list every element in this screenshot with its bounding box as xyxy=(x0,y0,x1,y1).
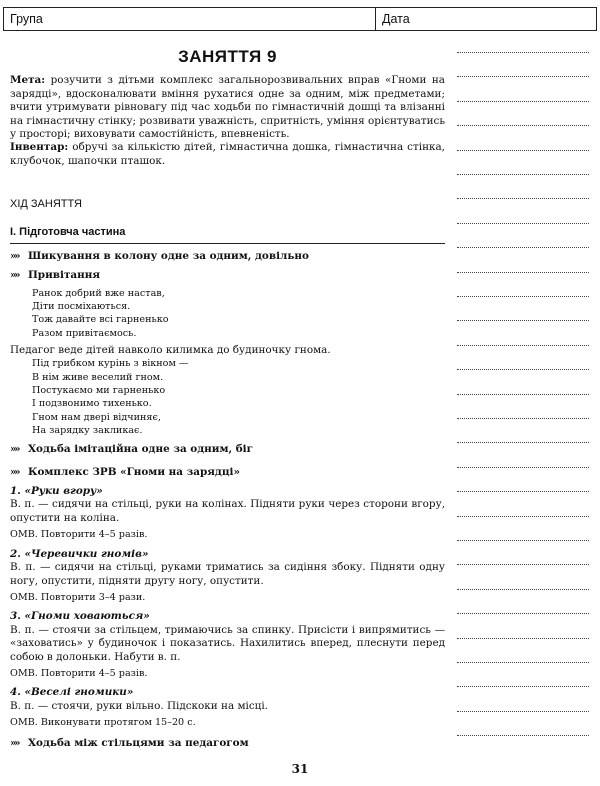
exercise-text: В. п. — стоячи за стільцем, тримаючись за спинку. Присісти і випрямитись — «заховатись» у будиночок і показатись. Нахилитись вперед, плеснути перед собою в долоньки. Набути в. п. xyxy=(10,623,445,663)
exercise-title: 2. «Черевички гномів» xyxy=(10,547,149,560)
arrow-icon: »» xyxy=(10,466,19,478)
note-line xyxy=(457,174,589,175)
note-line xyxy=(457,442,589,443)
note-line xyxy=(457,345,589,346)
exercise-text: В. п. — стоячи, руки вільно. Підскоки на місці. xyxy=(10,699,268,712)
inventory-label: Інвентар: xyxy=(10,141,69,154)
note-line xyxy=(457,662,589,663)
note-line xyxy=(457,369,589,370)
inventory-text: обручі за кількістю дітей, гімнастична дошка, гімнастична стінка, клубочок, шапочки пташок. xyxy=(10,141,445,167)
note-line xyxy=(457,223,589,224)
exercise-title: 3. «Гноми ховаються» xyxy=(10,610,150,623)
note-line xyxy=(457,711,589,712)
goal-text: розучити з дітьми комплекс загальнорозвивальних вправ «Гноми на зарядці», вдосконалювати вміння рухатися одне за одним, між предметами; вчити утримувати рівновагу під час ходьби по гімнастичній дошці та влізанні на гімнастичну стінку; розвивати уважність, спритність, уміння орієнтуватись у просторі; виховувати самостійність, впевненість. xyxy=(10,74,446,141)
goal-label: Мета: xyxy=(10,74,46,87)
note-line xyxy=(457,467,589,468)
date-field: Дата xyxy=(382,12,410,26)
lesson-progress-heading: ХІД ЗАНЯТТЯ xyxy=(10,198,82,211)
list-item: »» Комплекс ЗРВ «Гноми на зарядці» xyxy=(10,465,240,478)
note-line xyxy=(457,394,589,395)
note-line xyxy=(457,564,589,565)
arrow-icon: »» xyxy=(10,737,19,749)
section-heading: І. Підготовча частина xyxy=(10,226,445,244)
note-line xyxy=(457,686,589,687)
exercise-omv: ОМВ. Повторити 4–5 разів. xyxy=(10,529,148,541)
note-line xyxy=(457,101,589,102)
list-item: »» Ходьба імітаційна одне за одним, біг xyxy=(10,443,253,456)
note-line xyxy=(457,418,589,419)
note-line xyxy=(457,76,589,77)
note-line xyxy=(457,491,589,492)
arrow-icon: »» xyxy=(10,270,19,282)
greeting-verse: Ранок добрий вже настав, Діти посміхаються. Тож давайте всі гарненько Разом привітаємось. xyxy=(32,287,169,339)
arrow-icon: »» xyxy=(10,444,19,456)
note-line xyxy=(457,52,589,53)
exercise-omv: ОМВ. Повторити 4–5 разів. xyxy=(10,667,148,679)
note-line xyxy=(457,638,589,639)
exercise-text: В. п. — сидячи на стільці, руки на колінах. Підняти руки через сторони вгору, опустити на коліна. xyxy=(10,498,445,524)
goal-paragraph xyxy=(10,74,445,141)
exercise-title: 1. «Руки вгору» xyxy=(10,485,103,498)
note-line xyxy=(457,516,589,517)
exercise-omv: ОМВ. Виконувати протягом 15–20 с. xyxy=(10,717,196,729)
note-line xyxy=(457,272,589,273)
note-line xyxy=(457,589,589,590)
header-table xyxy=(3,7,597,31)
list-item: »» Привітання xyxy=(10,269,101,282)
note-line xyxy=(457,247,589,248)
exercise-omv: ОМВ. Повторити 3–4 рази. xyxy=(10,591,146,603)
group-field: Група xyxy=(4,8,376,30)
note-line xyxy=(457,150,589,151)
note-line xyxy=(457,296,589,297)
note-line xyxy=(457,613,589,614)
gnome-verse: Під грибком курінь з вікном — В нім живе веселий гном. Постукаємо ми гарненько І подзвонимо тихенько. Гном нам двері відчиняє, На зарядку закликає. xyxy=(32,358,189,436)
list-item: »» Ходьба між стільцями за педагогом xyxy=(10,736,249,749)
list-item: »» Шикування в колону одне за одним, довільно xyxy=(10,250,309,263)
note-line xyxy=(457,125,589,126)
teacher-line: Педагог веде дітей навколо килимка до будиночку гнома. xyxy=(10,344,331,357)
arrow-icon: »» xyxy=(10,251,19,263)
exercise-text: В. п. — сидячи на стільці, руками триматись за сидіння збоку. Підняти одну ногу, опустити, підняти другу ногу, опустити. xyxy=(10,561,445,587)
inventory-paragraph xyxy=(10,141,445,168)
note-line xyxy=(457,320,589,321)
lesson-title: ЗАНЯТТЯ 9 xyxy=(178,47,277,66)
note-line xyxy=(457,735,589,736)
note-line xyxy=(457,540,589,541)
lesson-content xyxy=(10,47,446,754)
page-number: 31 xyxy=(291,762,309,776)
exercise-title: 4. «Веселі гномики» xyxy=(10,686,134,699)
note-line xyxy=(457,198,589,199)
